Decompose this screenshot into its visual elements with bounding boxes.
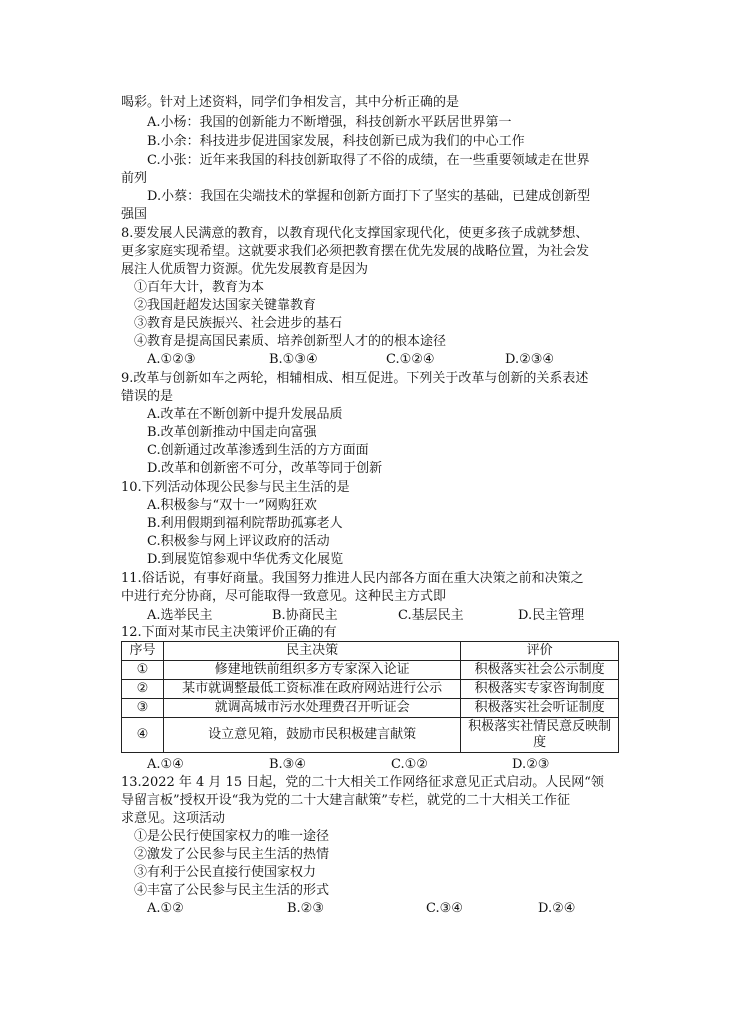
q12-evaluation-table	[121, 641, 619, 753]
q12-choice-d: D.②③	[512, 757, 550, 772]
q11-choice-c: C.基层民主	[398, 608, 464, 623]
row-index: ①	[122, 661, 164, 680]
table-row	[122, 699, 619, 718]
q11-stem-line2: 中进行充分协商，尽可能取得一致意见。这种民主方式即	[121, 589, 447, 604]
row-index: ④	[122, 718, 164, 753]
q7-option-c-line1: C.小张：近年来我国的科技创新取得了不俗的成绩，在一些重要领域走在世界	[147, 153, 590, 168]
q8-statement-1: ①百年大计，教育为本	[134, 280, 265, 295]
q13-statement-4: ④丰富了公民参与民主生活的形式	[134, 883, 330, 898]
q10-option-a: A.积极参与“双十一”网购狂欢	[147, 498, 317, 513]
row-decision: 某市就调整最低工资标准在政府网站进行公示	[163, 680, 460, 699]
q12-choices	[0, 757, 737, 773]
q9-option-c: C.创新通过改革渗透到生活的方方面面	[147, 443, 369, 458]
q12-stem: 12.下面对某市民主决策评价正确的有	[121, 625, 337, 640]
q13-stem-line1: 13.2022 年 4 月 15 日起，党的二十大相关工作网络征求意见正式启动。人民网“领	[121, 775, 604, 790]
q9-option-a: A.改革在不断创新中提升发展品质	[147, 407, 343, 422]
q10-option-d: D.到展览馆参观中华优秀文化展览	[147, 552, 344, 567]
q13-stem-line2: 导留言板”授权开设“我为党的二十大建言献策”专栏，就党的二十大相关工作征	[121, 793, 570, 808]
q11-choice-d: D.民主管理	[518, 608, 585, 623]
row-evaluation: 积极落实专家咨询制度	[461, 680, 619, 699]
table-row	[122, 661, 619, 680]
q8-choice-a: A.①②③	[147, 352, 196, 367]
q8-stem-line1: 8.要发展人民满意的教育，以教育现代化支撑国家现代化，使更多孩子成就梦想、	[121, 226, 589, 241]
q7-stem-tail: 喝彩。针对上述资料，同学们争相发言，其中分析正确的是	[121, 95, 460, 110]
q7-option-b: B.小余：科技进步促进国家发展，科技创新已成为我们的中心工作	[147, 134, 525, 149]
q13-choices	[0, 901, 737, 917]
q13-statement-2: ②激发了公民参与民主生活的热情	[134, 847, 330, 862]
table-row	[122, 718, 619, 753]
q10-stem: 10.下列活动体现公民参与民主生活的是	[121, 480, 350, 495]
q10-option-c: C.积极参与网上评议政府的活动	[147, 534, 330, 549]
q13-statement-3: ③有利于公民直接行使国家权力	[134, 865, 317, 880]
header-evaluation: 评价	[461, 642, 619, 661]
table-row	[122, 680, 619, 699]
q13-stem-line3: 求意见。这项活动	[121, 811, 226, 826]
q11-choice-b: B.协商民主	[272, 608, 338, 623]
q8-statement-3: ③教育是民族振兴、社会进步的基石	[134, 316, 343, 331]
q8-statement-4: ④教育是提高国民素质、培养创新型人才的的根本途径	[134, 334, 447, 349]
q13-choice-b: B.②③	[287, 901, 324, 916]
q13-statement-1: ①是公民行使国家权力的唯一途径	[134, 829, 330, 844]
row-evaluation: 积极落实社情民意反映制度	[461, 718, 619, 753]
q11-stem-line1: 11.俗话说，有事好商量。我国努力推进人民内部各方面在重大决策之前和决策之	[121, 571, 584, 586]
q8-choice-c: C.①②④	[386, 352, 435, 367]
q11-choice-a: A.选举民主	[147, 608, 213, 623]
row-evaluation: 积极落实社会公示制度	[461, 661, 619, 680]
q11-choices	[0, 608, 737, 624]
q10-option-b: B.利用假期到福利院帮助孤寡老人	[147, 516, 343, 531]
q7-option-c-line2: 前列	[121, 171, 148, 186]
q9-option-b: B.改革创新推动中国走向富强	[147, 425, 317, 440]
q9-stem-line2: 错误的是	[121, 389, 174, 404]
q12-choice-b: B.③④	[269, 757, 306, 772]
q7-option-d-line2: 强国	[121, 207, 148, 222]
row-decision: 就调高城市污水处理费召开听证会	[163, 699, 460, 718]
q7-option-a: A.小杨：我国的创新能力不断增强，科技创新水平跃居世界第一	[147, 115, 512, 130]
q8-choices	[0, 352, 737, 368]
q13-choice-a: A.①②	[147, 901, 184, 916]
row-decision: 设立意见箱，鼓励市民积极建言献策	[163, 718, 460, 753]
row-evaluation: 积极落实社会听证制度	[461, 699, 619, 718]
table-header-row	[122, 642, 619, 661]
q7-option-d-line1: D.小蔡：我国在尖端技术的掌握和创新方面打下了坚实的基础，已建成创新型	[147, 189, 591, 204]
header-decision: 民主决策	[163, 642, 460, 661]
q12-choice-c: C.①②	[391, 757, 428, 772]
q8-stem-line2: 更多家庭实现希望。这就要求我们必须把教育摆在优先发展的战略位置，为社会发	[121, 244, 590, 259]
q9-stem-line1: 9.改革与创新如车之两轮，相辅相成、相互促进。下列关于改革与创新的关系表述	[121, 371, 589, 386]
q9-option-d: D.改革和创新密不可分，改革等同于创新	[147, 461, 383, 476]
header-index: 序号	[122, 642, 164, 661]
row-decision: 修建地铁前组织多方专家深入论证	[163, 661, 460, 680]
q8-choice-b: B.①③④	[269, 352, 318, 367]
row-index: ③	[122, 699, 164, 718]
q13-choice-c: C.③④	[426, 901, 463, 916]
q8-stem-line3: 展注人优质智力资源。优先发展教育是因为	[121, 262, 369, 277]
row-index: ②	[122, 680, 164, 699]
q12-choice-a: A.①④	[147, 757, 184, 772]
q8-statement-2: ②我国赶超发达国家关键靠教育	[134, 298, 317, 313]
q8-choice-d: D.②③④	[505, 352, 555, 367]
q13-choice-d: D.②④	[538, 901, 576, 916]
